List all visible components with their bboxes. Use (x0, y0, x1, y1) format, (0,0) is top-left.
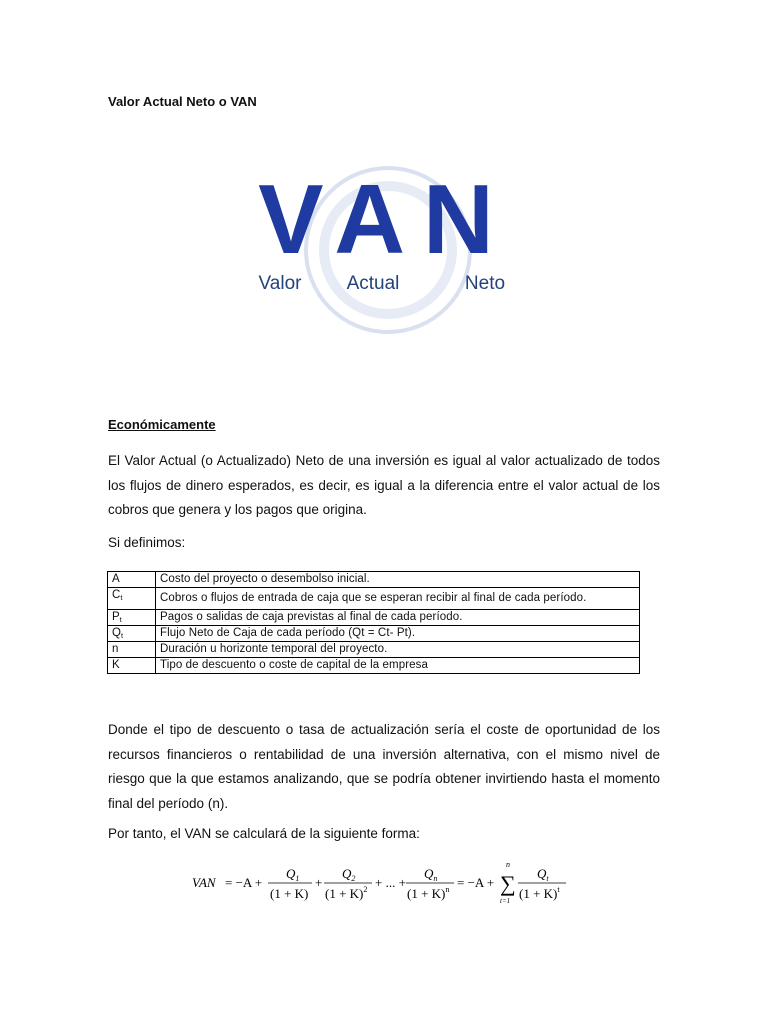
formula-eq1: = −A + (225, 875, 263, 890)
definition-symbol: n (108, 642, 156, 658)
definition-row (108, 626, 640, 642)
definition-symbol: Qt (108, 626, 156, 642)
definition-row (108, 588, 640, 610)
definition-symbol: K (108, 658, 156, 674)
formula-termn-num: $Q_n$ (424, 866, 438, 883)
definition-row (108, 658, 640, 674)
paragraph-definition: El Valor Actual (o Actualizado) Neto de una inversión es igual al valor actualizado de todos los flujos de dinero esperados, es decir, es igual a la diferencia entre el valor actual de los cobros que genera y los pagos que origina. (108, 453, 660, 517)
formula-sum-lower: t=1 (500, 897, 511, 905)
definition-text: Flujo Neto de Caja de cada período (Qt = Ct- Pt). (156, 626, 640, 642)
definition-text: Duración u horizonte temporal del proyecto. (156, 642, 640, 658)
formula-plus1: + (315, 875, 323, 890)
paragraph-discount-rate: Donde el tipo de descuento o tasa de actualización sería el coste de oportunidad de los recursos financieros o rentabilidad de una inversión alternativa, con el mismo nivel de riesgo que la que estamos analizando, que se podría obtener invirtiendo hasta el momento final del período (n). (108, 722, 660, 811)
formula-sum-upper: n (506, 860, 510, 869)
logo-van-letters: VAN (258, 165, 512, 274)
definitions-table (107, 571, 640, 674)
definition-symbol: Pt (108, 610, 156, 626)
definition-symbol: A (108, 572, 156, 588)
formula-sum-den: $(1 + K)^t$ (519, 885, 560, 901)
formula-term1-den: (1 + K) (270, 886, 309, 901)
definition-text: Tipo de descuento o coste de capital de la empresa (156, 658, 640, 674)
formula-sum-num: $Q_t$ (537, 866, 549, 883)
formula-dots: + ... + (375, 875, 406, 890)
definition-text: Costo del proyecto o desembolso inicial. (156, 572, 640, 588)
definition-row (108, 642, 640, 658)
formula-termn-den: $(1 + K)^n$ (407, 885, 450, 901)
formula-term2-den: $(1 + K)^2$ (325, 885, 368, 901)
definition-symbol: Ct (108, 588, 156, 610)
definition-row (108, 610, 640, 626)
paragraph-formula-intro: Por tanto, el VAN se calculará de la siguiente forma: (108, 826, 420, 841)
formula-sigma: ∑ (500, 871, 516, 896)
document-title: Valor Actual Neto o VAN (108, 94, 257, 109)
formula-term1-num: $Q_1$ (286, 866, 300, 883)
formula-eq2: = −A + (457, 875, 495, 890)
definition-text: Cobros o flujos de entrada de caja que se esperan recibir al final de cada período. (156, 588, 640, 610)
formula-lhs: VAN (192, 875, 216, 890)
definition-row (108, 572, 640, 588)
logo-word-valor: Valor (258, 273, 302, 294)
definitions-intro: Si definimos: (108, 535, 186, 550)
section-heading: Económicamente (108, 417, 216, 432)
van-logo (240, 165, 530, 345)
definition-text: Pagos o salidas de caja previstas al final de cada período. (156, 610, 640, 626)
van-formula (192, 858, 572, 908)
logo-word-neto: Neto (464, 273, 506, 294)
logo-word-actual: Actual (346, 273, 400, 294)
formula-term2-num: $Q_2$ (342, 866, 356, 883)
